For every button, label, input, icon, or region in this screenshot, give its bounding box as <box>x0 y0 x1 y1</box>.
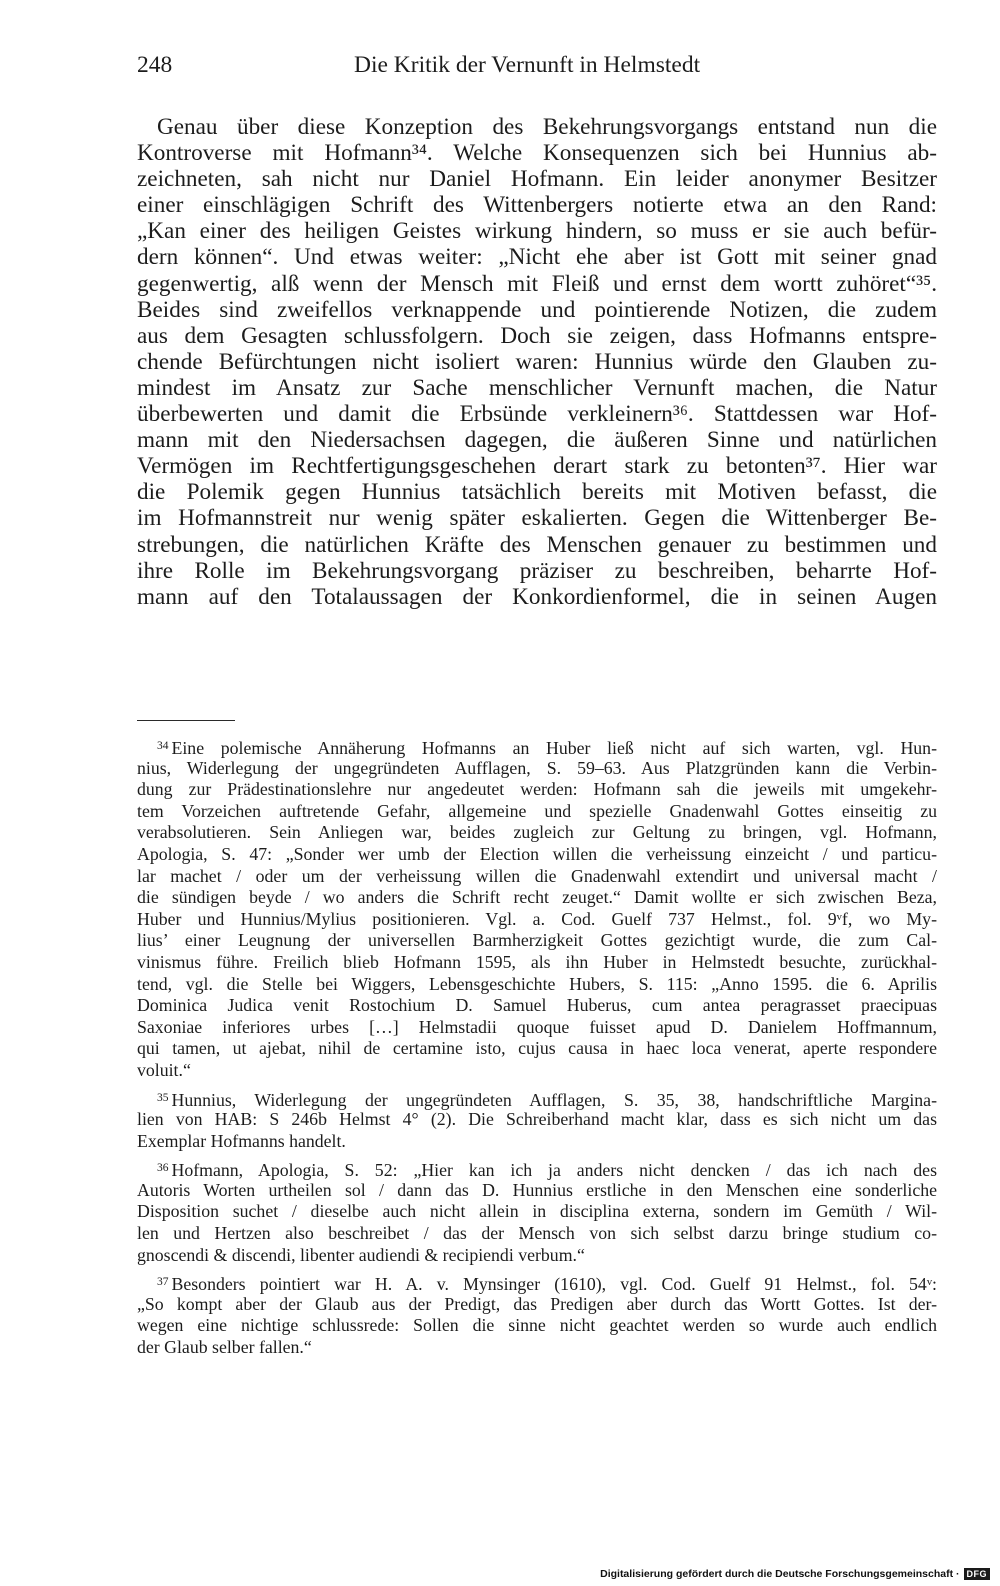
dfg-logo: DFG <box>964 1568 991 1580</box>
footnote-line <box>137 1272 937 1294</box>
footnote-line-text: Hunnius, Widerlegung der ungegründeten Aufflagen, S. 35, 38, handschriftliche Margina- <box>171 1089 937 1110</box>
footnote-line: Dominica Judica venit Rostochium D. Samuel Huberus, cum antea peragrasset praecipuas <box>137 995 937 1016</box>
body-line: im Hofmannstreit nur wenig später eskalierten. Gegen die Wittenberger Be- <box>137 505 937 532</box>
body-line: strebungen, die natürlichen Kräfte des Menschen genauer zu bestimmen und <box>137 531 937 558</box>
footnote-35 <box>137 1088 937 1153</box>
body-line: dern können“. Und etwas weiter: „Nicht ehe aber ist Gott mit seiner gnad <box>137 244 937 271</box>
footnote-line: Exemplar Hofmanns handelt. <box>137 1130 346 1151</box>
footnote-line-text: Eine polemische Annäherung Hofmanns an Huber ließ nicht auf sich warten, vgl. Hun- <box>171 738 937 758</box>
footnote-number: 34 <box>157 740 169 752</box>
body-line: überbewerten und damit die Erbsünde verkleinern³⁶. Stattdessen war Hof- <box>137 401 937 428</box>
running-title: Die Kritik der Vernunft in Helmstedt <box>354 52 701 78</box>
main-text <box>137 114 937 610</box>
footnote-36 <box>137 1158 937 1266</box>
body-line: mann auf den Totalaussagen der Konkordienformel, die in seinen Augen <box>137 583 937 610</box>
footnote-line <box>137 1088 937 1110</box>
footnote-line: verabsolutieren. Sein Anliegen war, beides zugleich zur Geltung zu bringen, vgl. Hofmann, <box>137 822 937 843</box>
footnote-line: lius’ einer Leugnung der universellen Barmherzigkeit Gottes gezichtigt wurde, die zum Cal- <box>137 930 937 951</box>
footnote-34 <box>137 736 937 1082</box>
body-line: Beides sind zweifellos verknappende und pointierende Notizen, die zudem <box>137 296 937 323</box>
footnote-line: tem Vorzeichen auftretende Gefahr, allgemeine und spezielle Gnadenwahl Gottes einseitig zu <box>137 800 937 821</box>
running-header <box>137 52 937 82</box>
footnotes <box>137 736 937 1359</box>
footnote-37 <box>137 1272 937 1358</box>
footnote-line <box>137 736 937 758</box>
footnote-separator <box>137 720 235 721</box>
body-line: zeichneten, sah nicht nur Daniel Hofmann. Ein leider anonymer Besitzer <box>137 166 937 193</box>
page-number: 248 <box>137 52 173 78</box>
footnote-line: dung zur Prädestinationslehre nur angedeutet werden: Hofmann sah die jeweils mit umgekehr- <box>137 779 937 800</box>
footnote-line: Disposition suchet / dieselbe auch nicht allein in disciplina externa, sondern im Gemüth / Wil- <box>137 1201 937 1222</box>
footnote-line: lien von HAB: S 246b Helmst 4° (2). Die Schreiberhand macht klar, dass es sich nicht um das <box>137 1109 937 1130</box>
footnote-line: der Glaub selber fallen.“ <box>137 1337 312 1358</box>
body-line: gegenwertig, alß wenn der Mensch mit Fleiß und ernst dem wortt zuhöret“³⁵. <box>137 270 937 297</box>
body-line: Kontroverse mit Hofmann³⁴. Welche Konsequenzen sich bei Hunnius ab- <box>137 140 937 167</box>
footnote-number: 35 <box>157 1091 169 1104</box>
footnote-line: die sündigen beyde / wo anders die Schrift recht zeuget.“ Damit wollte er sich zwischen Beza, <box>137 887 937 908</box>
footnote-line: tend, vgl. die Stelle bei Wiggers, Lebensgeschichte Hubers, S. 115: „Anno 1595. die 6. Aprilis <box>137 973 937 994</box>
footnote-line: wegen eine nichtige schlussrede: Sollen die sinne nicht geachtet werden so wurde auch endlich <box>137 1315 937 1336</box>
body-line: die Polemik gegen Hunnius tatsächlich bereits mit Motiven befasst, die <box>137 479 937 506</box>
footnote-line: vinismus führe. Freilich blieb Hofmann 1595, als ihn Huber in Helmstedt besuchte, zurückhal- <box>137 951 937 972</box>
body-line: aus dem Gesagten schlussfolgern. Doch sie zeigen, dass Hofmanns entspre- <box>137 322 937 349</box>
footnote-line: Apologia, S. 47: „Sonder wer umb der Election willen die verheissung einzeicht / und particu- <box>137 843 937 864</box>
body-line: mann mit den Niedersachsen dagegen, die äußeren Sinne und natürlichen <box>137 427 937 454</box>
footnote-line: len und Hertzen also beschreibet / das der Mensch von sich selbst darzu bringe studium co- <box>137 1223 937 1244</box>
footnote-line: voluit.“ <box>137 1059 191 1080</box>
footer-text: Digitalisierung gefördert durch die Deutsche Forschungsgemeinschaft · <box>600 1568 960 1580</box>
body-line: Genau über diese Konzeption des Bekehrungsvorgangs entstand nun die <box>157 114 937 140</box>
footnote-number: 37 <box>157 1276 169 1289</box>
footnote-line: Huber und Hunnius/Mylius positionieren. Vgl. a. Cod. Guelf 737 Helmst., fol. 9ᵛf, wo My- <box>137 908 937 929</box>
footnote-line-text: Hofmann, Apologia, S. 52: „Hier kan ich ja anders nicht dencken / das ich nach des <box>171 1160 937 1181</box>
body-line: „Kan einer des heiligen Geistes wirkung hindern, so muss er sie auch befür- <box>137 218 937 245</box>
footnote-line: lar machet / oder um der verheissung willen die Gnadenwahl extendirt und universal macht / <box>137 865 937 886</box>
body-line: chende Befürchtungen nicht isoliert waren: Hunnius würde den Glauben zu- <box>137 348 937 375</box>
body-line: mindest im Ansatz zur Sache menschlicher Vernunft machen, die Natur <box>137 374 937 401</box>
footnote-line: „So kompt aber der Glaub aus der Predigt, das Predigen aber durch das Wortt Gottes. Ist der- <box>137 1293 937 1314</box>
footnote-line: nius, Widerlegung der ungegründeten Aufflagen, S. 59–63. Aus Platzgründen kann die Verbin- <box>137 757 937 778</box>
footnote-line: Autoris Worten urtheilen sol / dann das D. Hunnius erstliche in den Menschen eine sonderliche <box>137 1179 937 1200</box>
body-line: einer einschlägigen Schrift des Wittenbergers notierte etwa an den Rand: <box>137 192 937 219</box>
footnote-line <box>137 1158 937 1180</box>
digitization-footer <box>600 1565 990 1583</box>
footnote-line: qui tamen, ut ajebat, nihil de certamine isto, cujus causa in haec loca venerat, aperte respondere <box>137 1038 937 1059</box>
footnote-number: 36 <box>157 1162 169 1175</box>
footnote-line: gnoscendi & discendi, libenter audiendi & recipiendi verbum.“ <box>137 1244 585 1265</box>
body-line: ihre Rolle im Bekehrungsvorgang präziser zu beschreiben, beharrte Hof- <box>137 557 937 584</box>
footnote-line-text: Besonders pointiert war H. A. v. Mynsinger (1610), vgl. Cod. Guelf 91 Helmst., fol. 54ᵛ: <box>171 1274 937 1295</box>
body-line: Vermögen im Rechtfertigungsgeschehen derart stark zu betonten³⁷. Hier war <box>137 453 937 480</box>
footnote-line: Saxoniae inferiores urbes […] Helmstadii quoque fuisset apud D. Danielem Hoffmannum, <box>137 1016 937 1037</box>
